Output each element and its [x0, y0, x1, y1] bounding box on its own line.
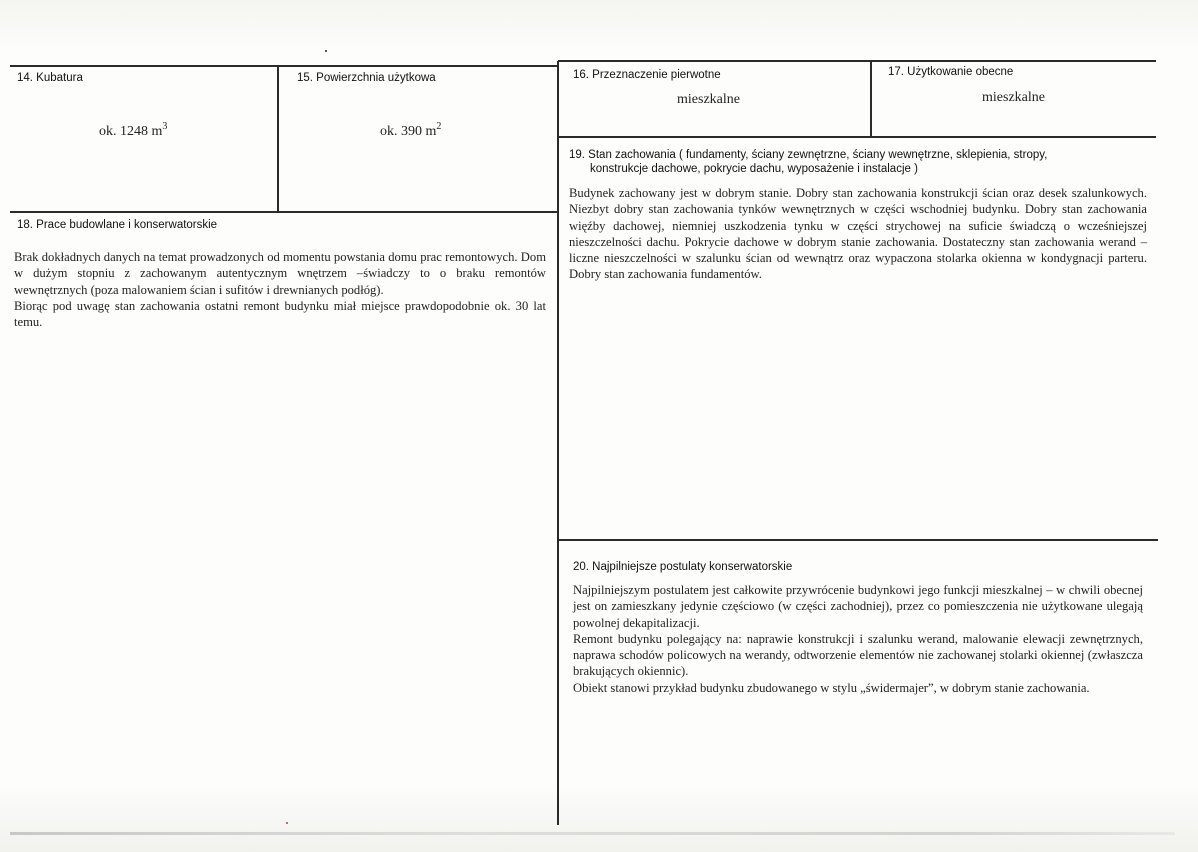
field-15-value: [380, 121, 441, 140]
field-20-paragraph: Obiekt stanowi przykład budynku zbudowanego w stylu „świdermajer”, w dobrym stanie zachowania.: [573, 680, 1090, 695]
field-16-label: 16. Przeznaczenie pierwotne: [573, 69, 721, 81]
rule-top-right: [558, 60, 1156, 62]
rule-row1-left: [10, 211, 558, 213]
rule-top-left: [10, 65, 558, 67]
scan-artifact: [325, 50, 327, 52]
field-18-paragraph: Brak dokładnych danych na temat prowadzonych od momentu powstania domu prac remontowych. Dom w dużym stopniu z zachowanym autentycznym wnętrzem –świadczy to o braku remontów wewnętrznych (poza malowaniem ścian i sufitów i drewnianych podłóg).: [14, 250, 546, 297]
field-19-text: [569, 185, 1147, 283]
field-16-value: mieszkalne: [677, 92, 740, 107]
rule-section-20: [558, 539, 1158, 541]
field-14-value: [99, 121, 167, 140]
field-19-label-line2: konstrukcje dachowe, pokrycie dachu, wyposażenie i instalacje ): [590, 163, 918, 175]
divider-16-17: [870, 61, 872, 137]
field-15-value-unit-exponent: 2: [436, 121, 442, 132]
field-20-paragraph: Najpilniejszym postulatem jest całkowite przywrócenie budynkowi jego funkcji mieszkalnej – w chwili obecnej jest on zamieszkany jedynie częściowo (w części zachodniej), przez co pomieszczenia nie użytkowane ulegają powolnej dekapitalizacji.: [573, 583, 1143, 630]
field-18-text: [14, 249, 546, 330]
field-19-paragraph: Budynek zachowany jest w dobrym stanie. Dobry stan zachowania konstrukcji ścian oraz desek szalunkowych. Niezbyt dobry stan zachowania tynków wewnętrznych w części wschodniej budynku. Dobry stan zachowania więźby dachowej, niemniej uszkodzenia tynku w części strychowej na suficie świadczą o wcześniejszej nieszczelności dachu. Pokrycie dachowe w dobrym stanie zachowania. Dostateczny stan zachowania werand – liczne nieszczelności w szalunku ścian od wewnątrz oraz wypaczona stolarka okienna w kondygnacji parteru. Dobry stan zachowania fundamentów.: [569, 186, 1147, 282]
field-15-label: 15. Powierzchnia użytkowa: [297, 72, 436, 84]
page-bottom-edge: [10, 832, 1175, 835]
field-20-paragraph: Remont budynku polegający na: naprawie konstrukcji i szalunku werand, malowanie elewacji zewnętrznych, naprawa schodów policowych na werandy, odtworzenie elementów nie zachowanej stolarki okiennej (zwłaszcza brakujących okiennic).: [573, 631, 1143, 679]
field-20-text: [573, 582, 1143, 696]
divider-14-15: [277, 65, 279, 212]
scan-artifact: [286, 822, 288, 824]
field-17-value: mieszkalne: [982, 90, 1045, 105]
field-18-paragraph: Biorąc pod uwagę stan zachowania ostatni remont budynku miał miejsce prawdopodobnie ok. 30 lat temu.: [14, 298, 546, 330]
field-14-value-unit-exponent: 3: [162, 121, 168, 132]
field-14-label: 14. Kubatura: [17, 72, 83, 84]
rule-row1-right: [558, 136, 1156, 138]
field-18-label: 18. Prace budowlane i konserwatorskie: [17, 219, 218, 231]
field-17-label: 17. Użytkowanie obecne: [888, 66, 1014, 78]
field-15-value-text: ok. 390 m: [380, 124, 437, 139]
field-20-label: 20. Najpilniejsze postulaty konserwatorskie: [573, 561, 793, 573]
divider-main: [557, 61, 559, 825]
field-14-value-text: ok. 1248 m: [99, 124, 163, 139]
field-19-label-line1: 19. Stan zachowania ( fundamenty, ściany zewnętrzne, ściany wewnętrzne, sklepienia, stropy,: [569, 149, 1048, 161]
